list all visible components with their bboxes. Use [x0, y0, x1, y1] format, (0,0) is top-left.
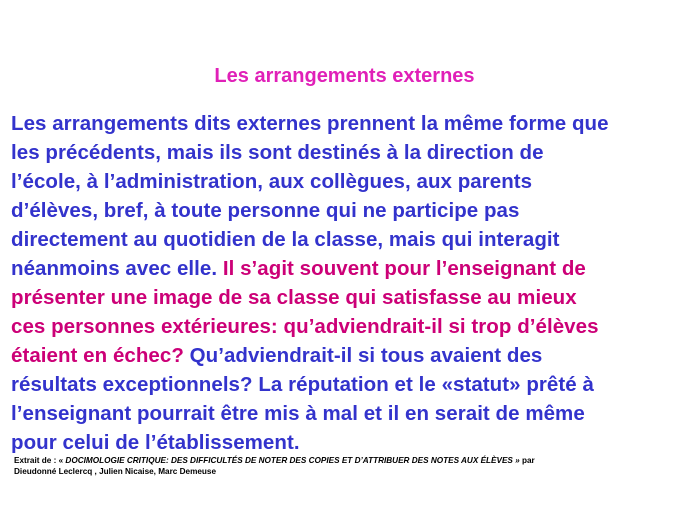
body-line — [11, 370, 687, 399]
source-citation — [14, 455, 674, 477]
body-line — [11, 399, 687, 428]
source-line-1 — [14, 455, 674, 466]
body-text-emphasis: Il s’agit souvent pour l’enseignant de — [222, 257, 586, 280]
source-authors: Dieudonné Leclercq , Julien Nicaise, Marc Demeuse — [14, 467, 217, 476]
body-line — [11, 341, 687, 370]
body-text-segment: d’élèves, bref, à toute personne qui ne participe pas — [11, 199, 520, 222]
body-text-segment: directement au quotidien de la classe, mais qui interagit — [11, 228, 560, 251]
body-line — [11, 167, 687, 196]
body-text-segment: Qu’adviendrait-il si tous avaient des — [189, 344, 543, 367]
source-suffix: par — [519, 456, 535, 465]
body-text-segment: néanmoins avec elle. — [11, 257, 223, 280]
body-line — [11, 196, 687, 225]
body-text-segment: Les arrangements dits externes prennent la même forme que — [11, 112, 609, 135]
source-book-title: DOCIMOLOGIE CRITIQUE: DES DIFFICULTÉS DE NOTER DES COPIES ET D’ATTRIBUER DES NOTES AUX ÉLÈVES » — [65, 456, 520, 465]
body-text-emphasis: ces personnes extérieures: qu’adviendrait-il si trop d’élèves — [11, 315, 599, 338]
body-text-segment: pour celui de l’établissement. — [11, 431, 300, 454]
body-paragraph — [11, 109, 687, 457]
source-prefix: Extrait de : « — [14, 456, 66, 465]
body-text-emphasis: étaient en échec? — [11, 344, 190, 367]
body-line — [11, 312, 687, 341]
body-text-emphasis: présenter une image de sa classe qui satisfasse au mieux — [11, 286, 577, 309]
body-text-segment: l’enseignant pourrait être mis à mal et il en serait de même — [11, 402, 585, 425]
body-line — [11, 109, 687, 138]
body-text-segment: l’école, à l’administration, aux collègues, aux parents — [11, 170, 533, 193]
body-line — [11, 283, 687, 312]
body-text-segment: les précédents, mais ils sont destinés à la direction de — [11, 141, 544, 164]
body-text-segment: résultats exceptionnels? La réputation et le «statut» prêté à — [11, 373, 594, 396]
slide-title: Les arrangements externes — [214, 65, 475, 87]
body-line — [11, 225, 687, 254]
body-line — [11, 428, 687, 457]
body-line — [11, 254, 687, 283]
body-line — [11, 138, 687, 167]
